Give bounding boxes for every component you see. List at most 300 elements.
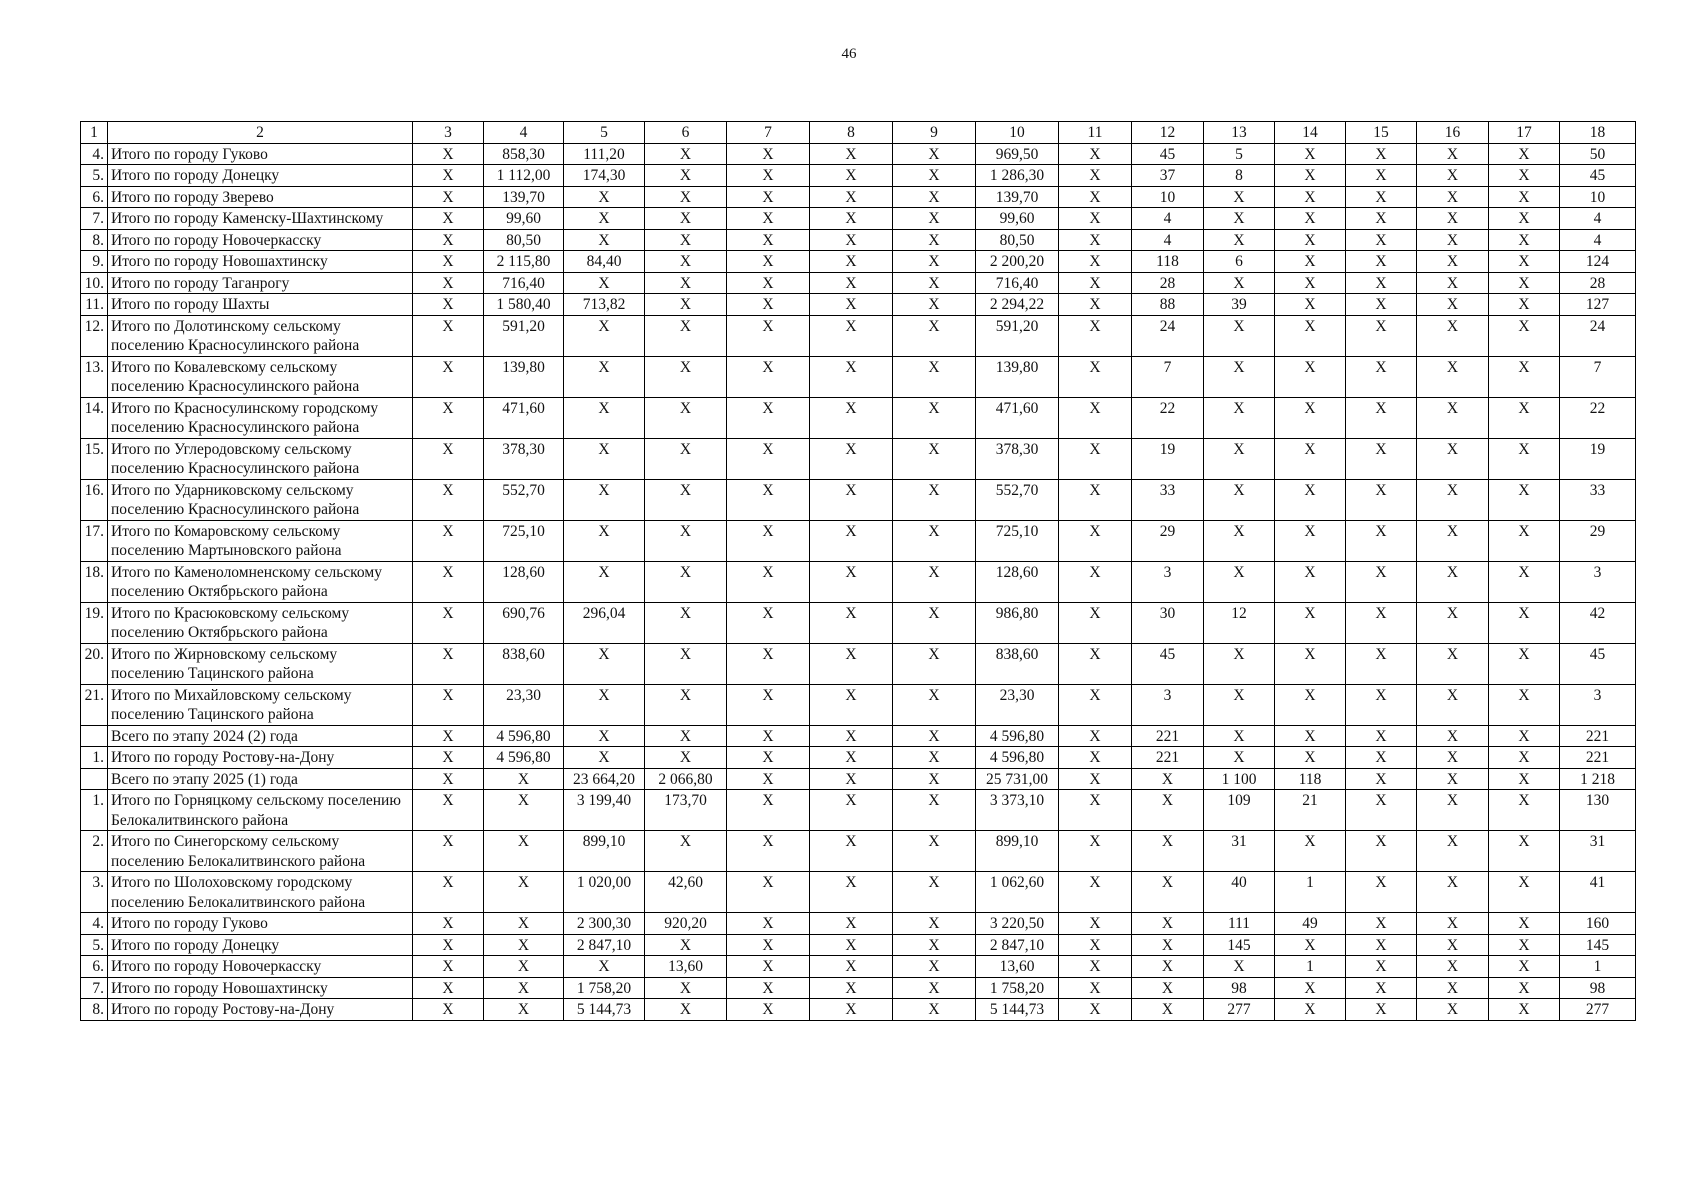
value-cell: 145 bbox=[1560, 934, 1636, 956]
value-cell: X bbox=[1275, 315, 1346, 356]
row-name-cell: Итого по Горняцкому сельскому поселению Белокалитвинского района bbox=[108, 790, 413, 831]
value-cell: X bbox=[413, 479, 484, 520]
value-cell: X bbox=[1417, 999, 1489, 1021]
value-cell: X bbox=[893, 520, 976, 561]
value-cell: X bbox=[727, 872, 810, 913]
value-cell: X bbox=[645, 272, 727, 294]
value-cell: X bbox=[727, 643, 810, 684]
value-cell: 31 bbox=[1560, 831, 1636, 872]
value-cell: 40 bbox=[1204, 872, 1275, 913]
value-cell: 2 847,10 bbox=[976, 934, 1059, 956]
value-cell: 118 bbox=[1275, 768, 1346, 790]
value-cell: X bbox=[1417, 643, 1489, 684]
value-cell: X bbox=[1059, 913, 1132, 935]
value-cell: X bbox=[413, 272, 484, 294]
value-cell: X bbox=[1059, 165, 1132, 187]
row-name-cell: Итого по Долотинскому сельскому поселению Красносулинского района bbox=[108, 315, 413, 356]
value-cell: X bbox=[727, 684, 810, 725]
value-cell: X bbox=[413, 251, 484, 273]
value-cell: X bbox=[1489, 747, 1560, 769]
row-number-cell: 15. bbox=[81, 438, 108, 479]
row-name-cell: Итого по Михайловскому сельскому поселению Тацинского района bbox=[108, 684, 413, 725]
value-cell: 1 218 bbox=[1560, 768, 1636, 790]
value-cell: 174,30 bbox=[564, 165, 645, 187]
value-cell: X bbox=[1059, 602, 1132, 643]
value-cell: X bbox=[1204, 272, 1275, 294]
value-cell: X bbox=[1417, 956, 1489, 978]
value-cell: 3 220,50 bbox=[976, 913, 1059, 935]
value-cell: X bbox=[645, 747, 727, 769]
row-number-cell: 6. bbox=[81, 186, 108, 208]
table-row bbox=[81, 725, 1636, 747]
value-cell: 23 664,20 bbox=[564, 768, 645, 790]
value-cell: X bbox=[1489, 934, 1560, 956]
value-cell: 1 286,30 bbox=[976, 165, 1059, 187]
value-cell: X bbox=[893, 790, 976, 831]
value-cell: X bbox=[1417, 790, 1489, 831]
value-cell: X bbox=[413, 438, 484, 479]
value-cell: X bbox=[727, 831, 810, 872]
value-cell: X bbox=[1275, 977, 1346, 999]
value-cell: X bbox=[413, 208, 484, 230]
row-name-cell: Всего по этапу 2024 (2) года bbox=[108, 725, 413, 747]
value-cell: X bbox=[645, 934, 727, 956]
value-cell: 1 758,20 bbox=[564, 977, 645, 999]
value-cell: X bbox=[1275, 934, 1346, 956]
value-cell: 2 200,20 bbox=[976, 251, 1059, 273]
value-cell: X bbox=[484, 831, 564, 872]
value-cell: X bbox=[564, 208, 645, 230]
value-cell: X bbox=[413, 165, 484, 187]
row-number-cell: 1. bbox=[81, 747, 108, 769]
value-cell: X bbox=[893, 768, 976, 790]
value-cell: X bbox=[727, 251, 810, 273]
value-cell: X bbox=[645, 520, 727, 561]
row-name-cell: Итого по городу Гуково bbox=[108, 913, 413, 935]
value-cell: 1 112,00 bbox=[484, 165, 564, 187]
row-name-cell: Итого по Ковалевскому сельскому поселению Красносулинского района bbox=[108, 356, 413, 397]
value-cell: X bbox=[1132, 913, 1204, 935]
value-cell: X bbox=[413, 725, 484, 747]
row-number-cell bbox=[81, 725, 108, 747]
row-number-cell: 12. bbox=[81, 315, 108, 356]
value-cell: X bbox=[413, 602, 484, 643]
value-cell: X bbox=[1346, 768, 1417, 790]
value-cell: X bbox=[1417, 768, 1489, 790]
value-cell: 2 294,22 bbox=[976, 294, 1059, 316]
value-cell: X bbox=[1346, 272, 1417, 294]
value-cell: 4 bbox=[1560, 208, 1636, 230]
value-cell: 45 bbox=[1132, 643, 1204, 684]
row-number-cell: 13. bbox=[81, 356, 108, 397]
value-cell: X bbox=[1275, 643, 1346, 684]
value-cell: X bbox=[810, 208, 893, 230]
value-cell: 899,10 bbox=[976, 831, 1059, 872]
row-name-cell: Итого по Синегорскому сельскому поселению Белокалитвинского района bbox=[108, 831, 413, 872]
value-cell: 2 847,10 bbox=[564, 934, 645, 956]
row-number-cell: 8. bbox=[81, 229, 108, 251]
value-cell: X bbox=[893, 977, 976, 999]
value-cell: X bbox=[1346, 643, 1417, 684]
value-cell: X bbox=[1132, 999, 1204, 1021]
value-cell: X bbox=[645, 294, 727, 316]
value-cell: X bbox=[413, 872, 484, 913]
value-cell: 99,60 bbox=[484, 208, 564, 230]
value-cell: X bbox=[810, 747, 893, 769]
value-cell: X bbox=[413, 977, 484, 999]
value-cell: X bbox=[1059, 315, 1132, 356]
value-cell: X bbox=[1489, 977, 1560, 999]
value-cell: X bbox=[1132, 831, 1204, 872]
value-cell: X bbox=[727, 438, 810, 479]
row-name-cell: Итого по городу Таганрогу bbox=[108, 272, 413, 294]
value-cell: X bbox=[564, 747, 645, 769]
value-cell: X bbox=[645, 315, 727, 356]
value-cell: 3 199,40 bbox=[564, 790, 645, 831]
value-cell: X bbox=[1275, 229, 1346, 251]
value-cell: 24 bbox=[1560, 315, 1636, 356]
value-cell: X bbox=[484, 934, 564, 956]
value-cell: X bbox=[1204, 315, 1275, 356]
value-cell: X bbox=[1489, 790, 1560, 831]
table-row bbox=[81, 977, 1636, 999]
header-cell: 7 bbox=[727, 122, 810, 144]
row-name-cell: Итого по городу Донецку bbox=[108, 165, 413, 187]
value-cell: X bbox=[564, 315, 645, 356]
value-cell: X bbox=[564, 438, 645, 479]
value-cell: 19 bbox=[1132, 438, 1204, 479]
value-cell: X bbox=[810, 977, 893, 999]
value-cell: X bbox=[727, 561, 810, 602]
row-name-cell: Итого по городу Зверево bbox=[108, 186, 413, 208]
value-cell: X bbox=[1275, 294, 1346, 316]
value-cell: X bbox=[1346, 872, 1417, 913]
table-row bbox=[81, 356, 1636, 397]
row-name-cell: Итого по Каменоломненскому сельскому поселению Октябрьского района bbox=[108, 561, 413, 602]
value-cell: X bbox=[413, 315, 484, 356]
table-row bbox=[81, 872, 1636, 913]
table-row bbox=[81, 208, 1636, 230]
value-cell: X bbox=[727, 143, 810, 165]
row-name-cell: Итого по городу Каменску-Шахтинскому bbox=[108, 208, 413, 230]
header-cell: 17 bbox=[1489, 122, 1560, 144]
value-cell: X bbox=[1346, 186, 1417, 208]
value-cell: X bbox=[484, 790, 564, 831]
value-cell: X bbox=[1346, 229, 1417, 251]
value-cell: X bbox=[1489, 438, 1560, 479]
value-cell: X bbox=[645, 229, 727, 251]
value-cell: X bbox=[484, 913, 564, 935]
value-cell: 3 bbox=[1132, 561, 1204, 602]
value-cell: X bbox=[727, 479, 810, 520]
value-cell: X bbox=[1489, 602, 1560, 643]
value-cell: X bbox=[1489, 684, 1560, 725]
value-cell: X bbox=[810, 315, 893, 356]
value-cell: 5 bbox=[1204, 143, 1275, 165]
value-cell: 7 bbox=[1560, 356, 1636, 397]
value-cell: X bbox=[1346, 143, 1417, 165]
value-cell: X bbox=[1417, 602, 1489, 643]
header-cell: 14 bbox=[1275, 122, 1346, 144]
value-cell: X bbox=[1275, 725, 1346, 747]
value-cell: 725,10 bbox=[976, 520, 1059, 561]
table-row bbox=[81, 520, 1636, 561]
table-row bbox=[81, 229, 1636, 251]
value-cell: X bbox=[1204, 229, 1275, 251]
value-cell: 591,20 bbox=[484, 315, 564, 356]
value-cell: 80,50 bbox=[484, 229, 564, 251]
value-cell: X bbox=[413, 913, 484, 935]
value-cell: X bbox=[810, 684, 893, 725]
value-cell: X bbox=[1059, 977, 1132, 999]
value-cell: X bbox=[413, 229, 484, 251]
value-cell: X bbox=[727, 747, 810, 769]
table-row bbox=[81, 768, 1636, 790]
value-cell: X bbox=[1204, 956, 1275, 978]
header-cell: 1 bbox=[81, 122, 108, 144]
value-cell: X bbox=[1059, 999, 1132, 1021]
value-cell: X bbox=[810, 561, 893, 602]
table-row bbox=[81, 747, 1636, 769]
value-cell: 552,70 bbox=[484, 479, 564, 520]
value-cell: X bbox=[1204, 397, 1275, 438]
row-number-cell: 7. bbox=[81, 208, 108, 230]
value-cell: X bbox=[1204, 747, 1275, 769]
value-cell: 3 373,10 bbox=[976, 790, 1059, 831]
table-row bbox=[81, 294, 1636, 316]
value-cell: 13,60 bbox=[645, 956, 727, 978]
value-cell: X bbox=[1275, 602, 1346, 643]
value-cell: X bbox=[1489, 186, 1560, 208]
value-cell: 10 bbox=[1560, 186, 1636, 208]
value-cell: X bbox=[1346, 356, 1417, 397]
row-name-cell: Итого по городу Новошахтинску bbox=[108, 251, 413, 273]
value-cell: X bbox=[1275, 831, 1346, 872]
value-cell: X bbox=[1346, 999, 1417, 1021]
value-cell: X bbox=[413, 143, 484, 165]
value-cell: X bbox=[1417, 913, 1489, 935]
value-cell: 221 bbox=[1132, 725, 1204, 747]
value-cell: X bbox=[727, 602, 810, 643]
value-cell: X bbox=[1059, 294, 1132, 316]
value-cell: X bbox=[1059, 956, 1132, 978]
value-cell: 173,70 bbox=[645, 790, 727, 831]
value-cell: X bbox=[893, 872, 976, 913]
row-name-cell: Итого по городу Гуково bbox=[108, 143, 413, 165]
value-cell: X bbox=[1204, 356, 1275, 397]
value-cell: X bbox=[413, 934, 484, 956]
value-cell: X bbox=[727, 956, 810, 978]
value-cell: X bbox=[1132, 768, 1204, 790]
header-cell: 18 bbox=[1560, 122, 1636, 144]
value-cell: X bbox=[1417, 143, 1489, 165]
row-number-cell: 17. bbox=[81, 520, 108, 561]
value-cell: X bbox=[1204, 479, 1275, 520]
value-cell: X bbox=[1346, 956, 1417, 978]
value-cell: 690,76 bbox=[484, 602, 564, 643]
row-number-cell: 3. bbox=[81, 872, 108, 913]
value-cell: 80,50 bbox=[976, 229, 1059, 251]
value-cell: X bbox=[1275, 684, 1346, 725]
value-cell: X bbox=[413, 790, 484, 831]
value-cell: 88 bbox=[1132, 294, 1204, 316]
value-cell: X bbox=[810, 397, 893, 438]
table-header bbox=[81, 122, 1636, 144]
value-cell: 37 bbox=[1132, 165, 1204, 187]
value-cell: X bbox=[1417, 725, 1489, 747]
value-cell: 6 bbox=[1204, 251, 1275, 273]
value-cell: X bbox=[1059, 272, 1132, 294]
value-cell: X bbox=[1489, 913, 1560, 935]
value-cell: X bbox=[810, 143, 893, 165]
value-cell: X bbox=[1489, 561, 1560, 602]
value-cell: X bbox=[1059, 790, 1132, 831]
header-cell: 2 bbox=[108, 122, 413, 144]
value-cell: X bbox=[1417, 251, 1489, 273]
value-cell: 7 bbox=[1132, 356, 1204, 397]
value-cell: X bbox=[1059, 872, 1132, 913]
value-cell: X bbox=[645, 397, 727, 438]
value-cell: 23,30 bbox=[976, 684, 1059, 725]
table-row bbox=[81, 999, 1636, 1021]
value-cell: 969,50 bbox=[976, 143, 1059, 165]
header-cell: 5 bbox=[564, 122, 645, 144]
value-cell: X bbox=[727, 229, 810, 251]
value-cell: X bbox=[893, 208, 976, 230]
value-cell: X bbox=[1275, 479, 1346, 520]
row-number-cell: 4. bbox=[81, 143, 108, 165]
value-cell: X bbox=[893, 251, 976, 273]
value-cell: X bbox=[1346, 913, 1417, 935]
value-cell: X bbox=[1489, 397, 1560, 438]
value-cell: 725,10 bbox=[484, 520, 564, 561]
report-table bbox=[80, 121, 1636, 1021]
value-cell: X bbox=[1275, 747, 1346, 769]
value-cell: 98 bbox=[1560, 977, 1636, 999]
value-cell: X bbox=[893, 229, 976, 251]
value-cell: X bbox=[1346, 934, 1417, 956]
value-cell: X bbox=[484, 977, 564, 999]
value-cell: X bbox=[645, 251, 727, 273]
value-cell: X bbox=[1346, 397, 1417, 438]
value-cell: X bbox=[1489, 956, 1560, 978]
value-cell: X bbox=[810, 831, 893, 872]
row-number-cell: 5. bbox=[81, 934, 108, 956]
value-cell: X bbox=[727, 790, 810, 831]
value-cell: X bbox=[645, 356, 727, 397]
value-cell: 4 596,80 bbox=[976, 747, 1059, 769]
value-cell: 920,20 bbox=[645, 913, 727, 935]
value-cell: 8 bbox=[1204, 165, 1275, 187]
value-cell: X bbox=[1489, 768, 1560, 790]
value-cell: 713,82 bbox=[564, 294, 645, 316]
value-cell: X bbox=[1346, 790, 1417, 831]
value-cell: X bbox=[1059, 643, 1132, 684]
header-cell: 13 bbox=[1204, 122, 1275, 144]
value-cell: X bbox=[810, 272, 893, 294]
value-cell: 33 bbox=[1132, 479, 1204, 520]
value-cell: X bbox=[1346, 747, 1417, 769]
table-row bbox=[81, 913, 1636, 935]
value-cell: X bbox=[413, 186, 484, 208]
row-number-cell: 19. bbox=[81, 602, 108, 643]
row-name-cell: Итого по городу Шахты bbox=[108, 294, 413, 316]
value-cell: X bbox=[1275, 438, 1346, 479]
value-cell: X bbox=[1132, 956, 1204, 978]
row-number-cell: 2. bbox=[81, 831, 108, 872]
value-cell: 1 062,60 bbox=[976, 872, 1059, 913]
value-cell: 2 066,80 bbox=[645, 768, 727, 790]
value-cell: X bbox=[1417, 397, 1489, 438]
value-cell: 552,70 bbox=[976, 479, 1059, 520]
value-cell: X bbox=[893, 356, 976, 397]
value-cell: 145 bbox=[1204, 934, 1275, 956]
row-name-cell: Итого по Ударниковскому сельскому поселению Красносулинского района bbox=[108, 479, 413, 520]
row-name-cell: Итого по городу Ростову-на-Дону bbox=[108, 999, 413, 1021]
value-cell: X bbox=[893, 294, 976, 316]
row-number-cell: 5. bbox=[81, 165, 108, 187]
value-cell: X bbox=[810, 913, 893, 935]
value-cell: 45 bbox=[1132, 143, 1204, 165]
value-cell: X bbox=[1346, 208, 1417, 230]
value-cell: 22 bbox=[1132, 397, 1204, 438]
value-cell: X bbox=[727, 913, 810, 935]
value-cell: 899,10 bbox=[564, 831, 645, 872]
value-cell: 139,80 bbox=[484, 356, 564, 397]
value-cell: 10 bbox=[1132, 186, 1204, 208]
value-cell: 4 bbox=[1560, 229, 1636, 251]
value-cell: X bbox=[893, 479, 976, 520]
value-cell: X bbox=[810, 790, 893, 831]
value-cell: X bbox=[645, 643, 727, 684]
value-cell: X bbox=[810, 479, 893, 520]
value-cell: X bbox=[645, 831, 727, 872]
value-cell: X bbox=[727, 725, 810, 747]
value-cell: X bbox=[727, 934, 810, 956]
value-cell: X bbox=[1346, 251, 1417, 273]
value-cell: 296,04 bbox=[564, 602, 645, 643]
value-cell: X bbox=[1059, 251, 1132, 273]
row-number-cell: 8. bbox=[81, 999, 108, 1021]
value-cell: 221 bbox=[1560, 747, 1636, 769]
value-cell: X bbox=[810, 999, 893, 1021]
value-cell: X bbox=[1489, 831, 1560, 872]
value-cell: X bbox=[1346, 165, 1417, 187]
value-cell: 2 300,30 bbox=[564, 913, 645, 935]
value-cell: 378,30 bbox=[976, 438, 1059, 479]
value-cell: X bbox=[1059, 186, 1132, 208]
value-cell: X bbox=[1417, 165, 1489, 187]
value-cell: X bbox=[1489, 999, 1560, 1021]
value-cell: X bbox=[1417, 229, 1489, 251]
table-row bbox=[81, 438, 1636, 479]
value-cell: X bbox=[645, 186, 727, 208]
value-cell: X bbox=[1059, 934, 1132, 956]
value-cell: 23,30 bbox=[484, 684, 564, 725]
row-number-cell: 6. bbox=[81, 956, 108, 978]
value-cell: X bbox=[1204, 684, 1275, 725]
value-cell: 111,20 bbox=[564, 143, 645, 165]
value-cell: X bbox=[484, 872, 564, 913]
value-cell: X bbox=[893, 438, 976, 479]
value-cell: X bbox=[564, 520, 645, 561]
value-cell: 21 bbox=[1275, 790, 1346, 831]
value-cell: X bbox=[564, 186, 645, 208]
value-cell: X bbox=[893, 602, 976, 643]
value-cell: X bbox=[1059, 520, 1132, 561]
value-cell: 4 596,80 bbox=[976, 725, 1059, 747]
value-cell: X bbox=[1059, 561, 1132, 602]
